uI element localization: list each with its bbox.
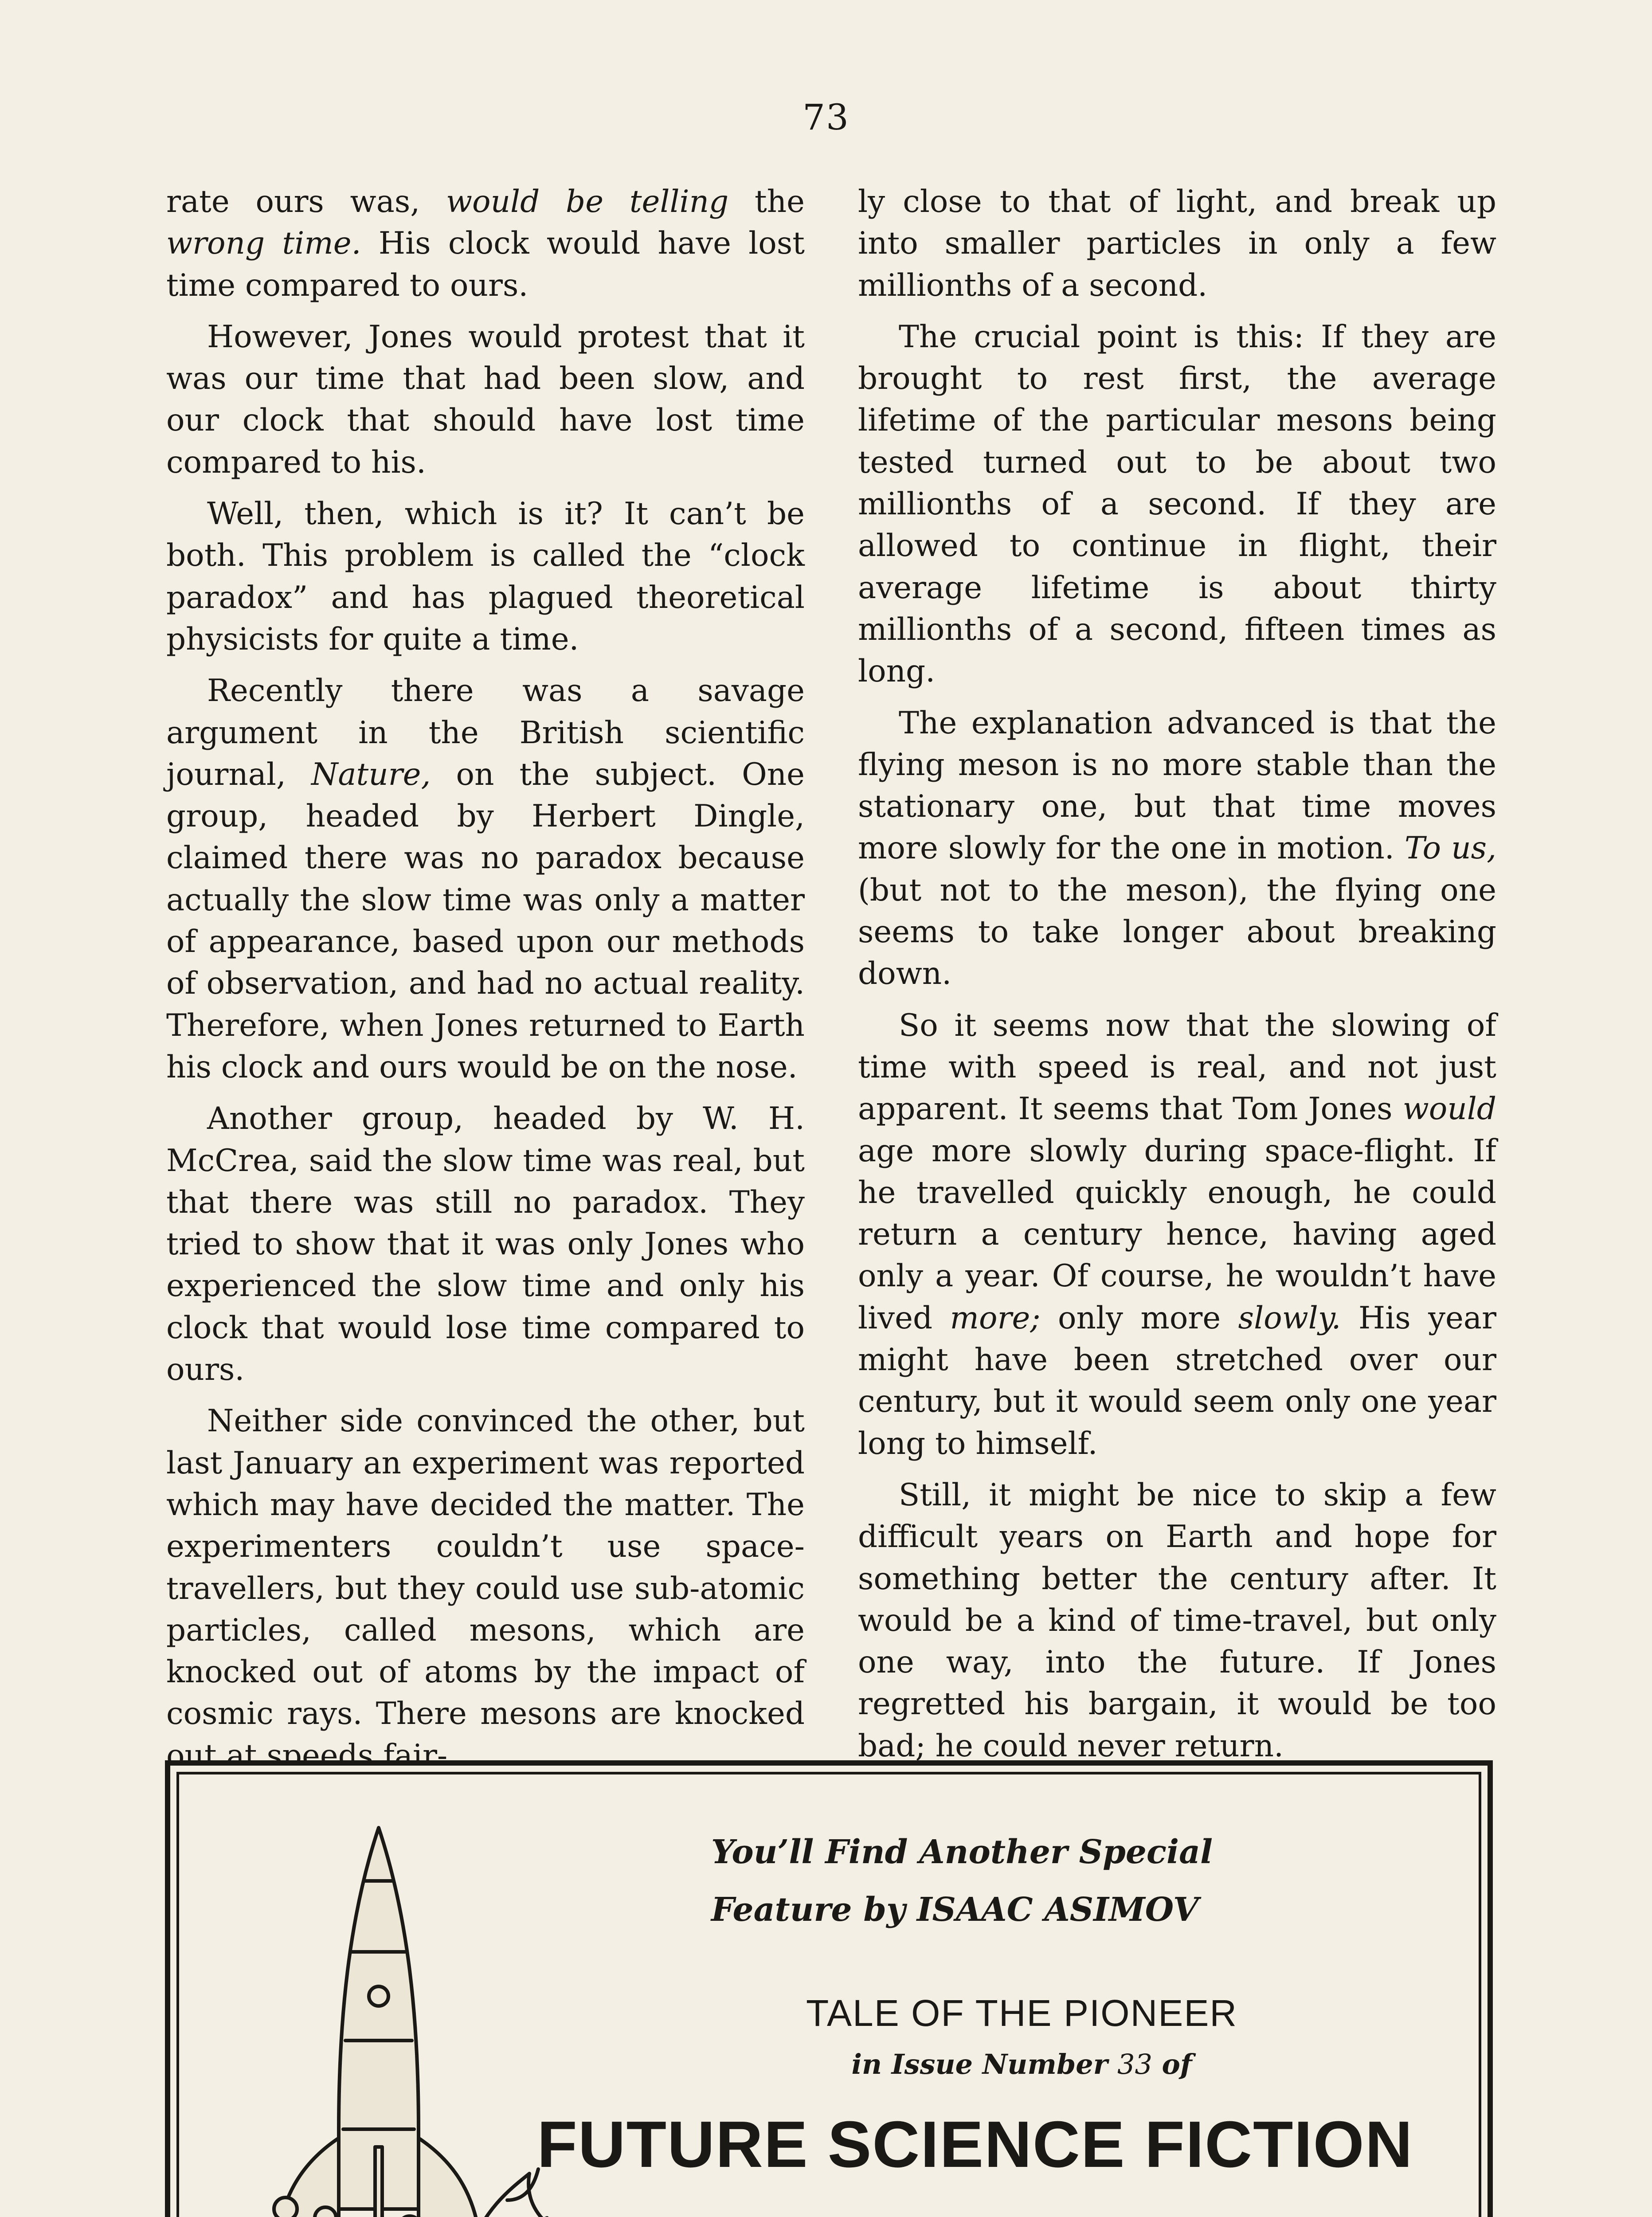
text-run: rate ours was, [166, 184, 446, 219]
text-run: The explanation advanced is that the flying meson is no more stable than the stationary one, but that time moves more slowly for the one in motion. [858, 705, 1496, 866]
paragraph: ly close to that of light, and break up into smaller particles in only a few millionths of a second. [858, 184, 1496, 303]
paragraph: The crucial point is this: If they are brought to rest first, the average lifetime of the particular mesons being tested turned out to be about two millionths of a second. If they are allowed to continue in flight, their average lifetime is about thirty millionths of a second, fifteen times as long. [858, 319, 1496, 689]
emphasis: more; [950, 1300, 1041, 1336]
emphasis: slowly. [1238, 1300, 1341, 1336]
emphasis: would [1402, 1091, 1496, 1127]
text-run: (but not to the meson), the flying one seems to take longer about breaking down. [858, 872, 1496, 992]
text-run: in Issue Number [851, 2048, 1118, 2080]
paragraph: Another group, headed by W. H. McCrea, said the slow time was real, but that there was still no paradox. They tried to show that it was only Jones who experienced the slow time and only his clock that would lose time compared to ours. [166, 1101, 805, 1388]
paragraph [858, 1005, 1496, 1465]
paragraph: Still, it might be nice to skip a few difficult years on Earth and hope for something better the century after. It would be a kind of time-travel, but only one way, into the future. If Jones regretted his bargain, it would be too bad; he could never return. [858, 1477, 1496, 1764]
paragraph [858, 702, 1496, 995]
text-run: age more slowly during space-flight. If he travelled quickly enough, he could return a century hence, having aged only a year. Of course, he wouldn’t have lived [858, 1133, 1496, 1336]
article-column-right [858, 181, 1496, 1767]
emphasis: To us, [1404, 830, 1497, 866]
text-run: His clock would have lost time compared to ours. [166, 226, 805, 303]
ad-story-title: TALE OF THE PIONEER [806, 1992, 1238, 2034]
text-run: Recently there was a savage argument in the British scientific journal, [166, 673, 805, 792]
ad-intro-line: Feature by ISAAC ASIMOV [711, 1891, 1199, 1929]
issue-number: 33 [1117, 2048, 1152, 2080]
text-run: on the subject. One group, headed by Herbert Dingle, claimed there was no paradox because actually the slow time was only a matter of appearance, based upon our methods of observation, and had no actual reality. Therefore, when Jones returned to Earth his clock and ours would be on the nose. [166, 756, 805, 1085]
paragraph: Well, then, which is it? It can’t be both. This problem is called the “clock paradox” and has plagued theoretical physicists for quite a time. [166, 496, 805, 657]
advertisement-text [537, 1823, 1474, 2217]
text-run: only more [1040, 1300, 1238, 1336]
emphasis: would be telling [446, 184, 729, 219]
emphasis: wrong time. [166, 226, 361, 262]
text-run: of [1152, 2048, 1192, 2080]
ad-issue-line [569, 2048, 1474, 2080]
page-number: 73 [803, 97, 849, 138]
paragraph: Neither side convinced the other, but last January an experiment was reported which may have decided the matter. The experimenters couldn’t use space-travellers, but they could use sub-atomic particles, called mesons, which are knocked out of atoms by the impact of cosmic rays. There mesons are knocked out at speeds fair- [166, 1403, 805, 1774]
article-column-left [166, 181, 805, 1777]
text-run: the [728, 184, 805, 219]
paragraph [166, 181, 805, 306]
emphasis: Nature, [311, 756, 431, 792]
ad-magazine-title: FUTURE SCIENCE FICTION [537, 2108, 1413, 2181]
ad-intro-line: You’ll Find Another Special [711, 1833, 1213, 1871]
advertisement-box [165, 1760, 1493, 2217]
text-run: His year might have been stretched over our century, but it would seem only one year long to himself. [858, 1300, 1496, 1461]
text-run: So it seems now that the slowing of time with speed is real, and not just apparent. It seems that Tom Jones [858, 1007, 1496, 1127]
paragraph: However, Jones would protest that it was our time that had been slow, and our clock that should have lost time compared to his. [166, 319, 805, 480]
paragraph [166, 670, 805, 1088]
